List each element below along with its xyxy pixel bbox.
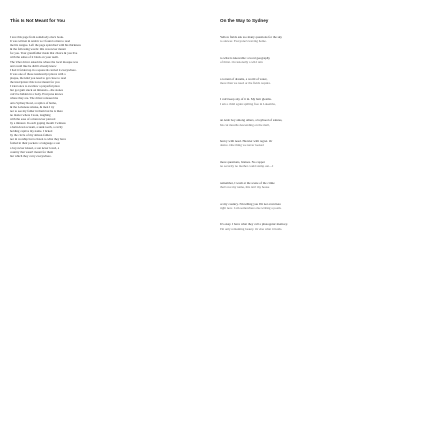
poem-line: & the Lebanese smoke, & men I try [10,104,55,109]
stanza-line: of thirst. Occasionally a wild rain [220,60,263,65]
stanza-line: a torrent of dreams, a world of water, [220,76,268,81]
poem-line: plaque, the kind you need to get close to read [10,75,67,80]
stanza-line: right now. I am somewhere else writing a poem. [220,205,282,210]
stanza-line: desire. One thing we never looked [220,143,264,148]
poem-line: the inscription: this is not meant for you [10,80,60,85]
poem-line: by a minaret. In each gaping mouth I witness [10,120,66,125]
stanza [220,160,416,169]
stanza-line: to answer. Everyone's leaving home. [220,39,267,44]
poem-line: with the ease of a man never pierced [10,116,56,121]
stanza-line: more questions, bruises. No copper [220,159,265,164]
poem-line: & the following words: this was never meant [10,47,66,52]
poem-line: no matter where I look, laughing [10,112,51,117]
stanza-line: remember, I wash at the scene of the crime [220,180,275,185]
right-page-title: On the Way to Sydney [220,18,269,23]
stanza [220,181,416,190]
poem-line: I tried once to swallow a prayerful place [10,84,60,89]
stanza [220,139,416,148]
stanza-line: his cut mouths descending on the mall, [220,122,270,127]
stanza [220,35,416,44]
stanza [220,77,416,86]
stanza [220,97,416,106]
poem-line: but got gum stuck on minarets—the stones [10,88,63,93]
stanza-line: It's okay. I have what they call a photogenic memory. [220,222,288,227]
poem-line: It was one of those nondescript places with a [10,71,66,76]
stanza [220,222,416,231]
stanza [220,118,416,127]
poem-line: can't be hidden in a body. Everyone knows [10,92,63,97]
poem-line: not to see my father in them but he is there [10,108,63,113]
stanza-line: heavy with need. Heavier with regret. Or [220,139,273,144]
poem-line: where they are. The driver released me [10,96,59,101]
left-page-body [10,35,206,158]
poem-line: onto Sydney Road, a replica of home, [10,100,57,105]
stanza-line: to what is knowable: a local geography [220,55,270,60]
poem-line: I had it folded up in a square & carried it everywhere. [10,67,77,72]
stanza [220,56,416,65]
left-page [10,18,206,408]
stanza-line: an Arab boy among others, a boyhood of salutes, [220,118,283,123]
poem-line: me his tongue. Left the page splotched with his thickness [10,43,81,48]
stanza-line: I am a child again spilling free in Lakemba, [220,101,276,106]
left-page-title: This Is Not Meant for You [10,18,65,23]
poem-line: The Uber driver asked me where the local mosque was [10,59,78,64]
poem-line: a boy never kissed, a son never loved, a [10,145,60,150]
stanza-line: I'm only remaining beauty. Or else what it holds. [220,226,283,231]
stanza [220,202,416,211]
poem-line: country that wasn't meant for them [10,149,54,154]
poem-line: and could like he didn't already know [10,63,57,68]
poem-line: folded in their pockets: a language a son [10,141,60,146]
stanza-line: more than we need or the fields require. [220,81,271,86]
poem-line: by the circle of my almost-fathers [10,133,52,138]
stanza-line: Yellow fields ask too many questions for the sky [220,35,283,39]
stanza-line: that's not my name, this isn't my house [220,185,270,190]
right-page [220,18,416,408]
poem-line: but which they carry everywhere. [10,153,52,158]
poem-line: for you. Your grandfather made that choice & you live [10,51,78,56]
poem-line: with the ashes of it black on your teeth. [10,55,59,60]
poem-line: It was written in Arabic so I found a man to read [10,39,71,44]
poem-line: a held-down scream, a sunk tooth, a cavity [10,125,63,130]
stanza-line: or my country. I'm telling you I'm not even here [220,201,281,206]
poem-line: not in worship but to listen to what they have [10,137,66,142]
right-page-body [220,35,416,231]
stanza-line: I can't keep any of it in. My hair gleams. [220,97,272,102]
poem-line: I tore this page from somebody else's book. [10,35,64,39]
stanza-line: no security no mother could stamp out—I [220,164,274,169]
poem-line: holding captive my name. I licked [10,129,53,134]
